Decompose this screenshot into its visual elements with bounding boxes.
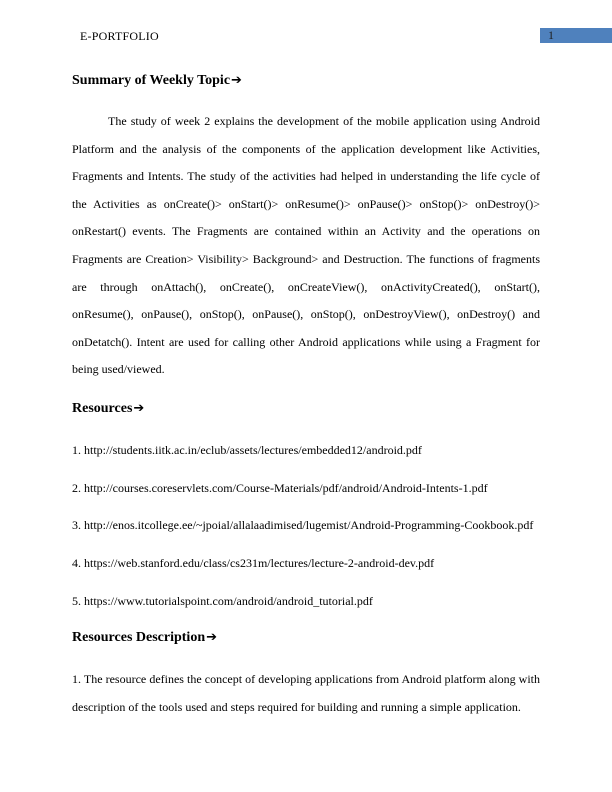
resources-description-paragraph: 1. The resource defines the concept of developing applications from Android platform along with description of the tools used and steps required for building and running a simple application. [72,672,540,714]
resource-item: 1. http://students.iitk.ac.in/eclub/assets/lectures/embedded12/android.pdf [72,443,422,457]
resource-item: 2. http://courses.coreservlets.com/Course-Materials/pdf/android/Android-Intents-1.pdf [72,481,488,495]
resources-description-heading-text: Resources Description [72,630,206,645]
summary-paragraph: The study of week 2 explains the development of the mobile application using Android Platform and the analysis of the components of the application development like Activities, Fragments and Intents. The study of the activities had helped in understanding the life cycle of the Activities as onCreate()> onStart()> onResume()> onPause()> onStop()> onDestroy()> onRestart() events. The Fragments are contained within an Activity and the operations on Fragments are Creation> Visibility> Background> and Destruction. The functions of fragments are through onAttach(), onCreate(), onCreateView(), onActivityCreated(), onStart(), onResume(), onPause(), onStop(), onPause(), onStop(), onDestroyView(), onDestroy() and onDetatch(). Intent are used for calling other Android applications while using a Fragment for being used/viewed. [72,114,540,377]
page-number: 1 [540,28,612,43]
resources-heading-text: Resources [72,401,133,416]
summary-heading [72,73,242,89]
resource-item: 4. https://web.stanford.edu/class/cs231m/lectures/lecture-2-android-dev.pdf [72,556,435,570]
resource-item: 3. http://enos.itcollege.ee/~jpoial/allalaadimised/lugemist/Android-Programming-Cookbook.pdf [72,518,534,532]
summary-heading-text: Summary of Weekly Topic [72,73,231,88]
right-arrow-icon: ➔ [133,401,145,416]
right-arrow-icon: ➔ [206,630,218,645]
resource-item: 5. https://www.tutorialspoint.com/android/android_tutorial.pdf [72,594,373,608]
right-arrow-icon: ➔ [231,73,242,88]
resources-heading [72,401,144,417]
resources-description-heading [72,630,217,646]
header-title: E-PORTFOLIO [80,29,159,43]
